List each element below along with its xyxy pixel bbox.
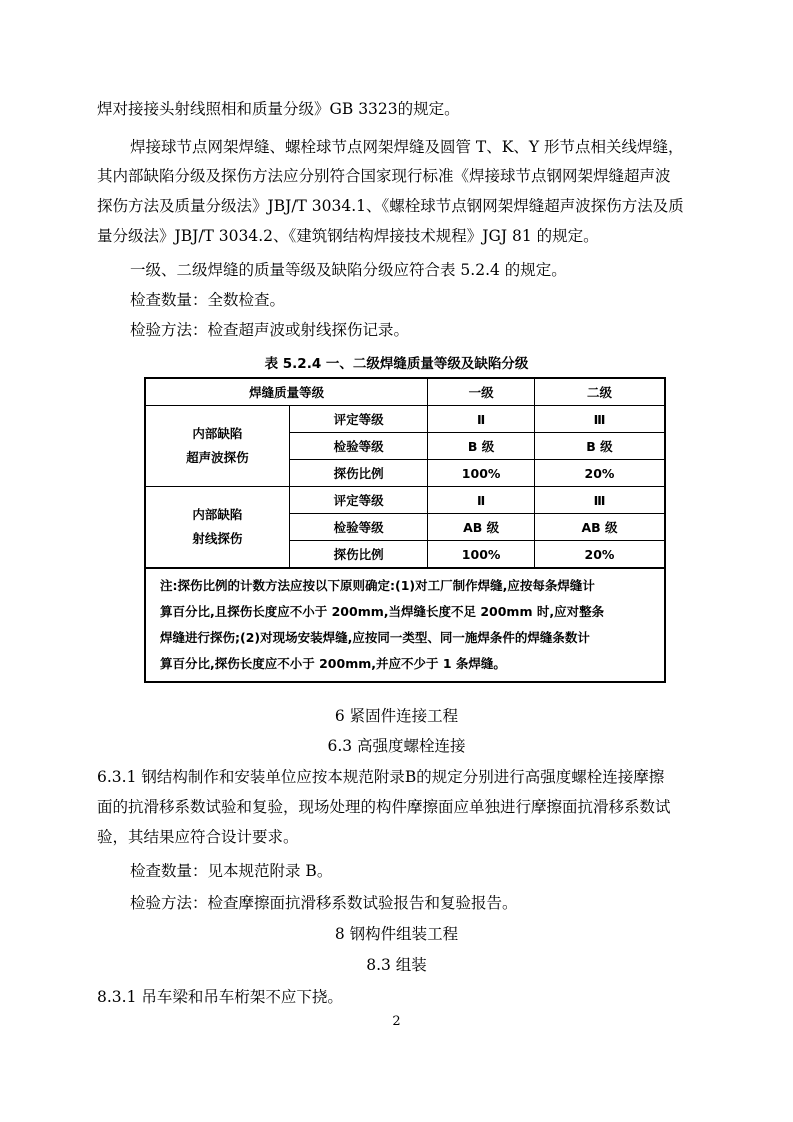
row-label: 评定等级 <box>289 487 427 514</box>
cell-grade-one: B 级 <box>428 433 535 460</box>
table-row <box>145 487 665 514</box>
para2-line2: 其内部缺陷分级及探伤方法应分别符合国家现行标准《焊接球节点钢网架焊缝超声波 <box>97 167 671 185</box>
group-ultrasonic-label <box>145 406 289 487</box>
group-label-line: 内部缺陷 <box>192 507 243 522</box>
clause-631-line3: 验，其结果应符合设计要求。 <box>97 828 299 846</box>
row-label: 检验等级 <box>289 514 427 541</box>
clause-631-line1: 6.3.1 钢结构制作和安装单位应按本规范附录B的规定分别进行高强度螺栓连接摩擦 <box>97 768 665 786</box>
section-6-title: 6 紧固件连接工程 <box>334 707 459 725</box>
table-header-row <box>145 378 665 406</box>
header-quality-grade: 焊缝质量等级 <box>145 378 428 406</box>
cell-grade-two: 20% <box>534 541 665 569</box>
row-label: 探伤比例 <box>289 460 427 487</box>
table-note-row <box>145 568 665 682</box>
section-8-title: 8 钢构件组装工程 <box>334 925 459 943</box>
cell-grade-one: Ⅱ <box>428 406 535 433</box>
para2-line3: 探伤方法及质量分级法》JBJ/T 3034.1、《螺栓球节点钢网架焊缝超声波探伤方法及质 <box>97 197 684 215</box>
group-label-line: 超声波探伤 <box>186 450 249 465</box>
check-method-1: 检验方法：检查超声波或射线探伤记录。 <box>130 321 410 339</box>
header-grade-one: 一级 <box>428 378 535 406</box>
cell-grade-two: Ⅲ <box>534 406 665 433</box>
cell-grade-two: AB 级 <box>534 514 665 541</box>
cell-grade-two: 20% <box>534 460 665 487</box>
page-number: 2 <box>392 1014 401 1029</box>
group-label-line: 内部缺陷 <box>192 426 243 441</box>
para1-line1: 焊对接接头射线照相和质量分级》GB 3323的规定。 <box>97 100 460 118</box>
cell-grade-one: 100% <box>428 460 535 487</box>
cell-grade-two: Ⅲ <box>534 487 665 514</box>
section-8-3-title: 8.3 组装 <box>366 956 427 974</box>
para3-line1: 一级、二级焊缝的质量等级及缺陷分级应符合表 5.2.4 的规定。 <box>130 261 567 279</box>
check-method-2: 检验方法：检查摩擦面抗滑移系数试验报告和复验报告。 <box>130 894 518 912</box>
clause-831-line1: 8.3.1 吊车梁和吊车桁架不应下挠。 <box>97 988 343 1006</box>
header-grade-two: 二级 <box>534 378 665 406</box>
para2-line4: 量分级法》JBJ/T 3034.2、《建筑钢结构焊接技术规程》JGJ 81 的规定。 <box>97 227 599 245</box>
cell-grade-one: 100% <box>428 541 535 569</box>
row-label: 检验等级 <box>289 433 427 460</box>
table-row <box>145 406 665 433</box>
note-line: 算百分比,探伤长度应不小于 200mm,并应不少于 1 条焊缝。 <box>160 656 506 671</box>
cell-grade-two: B 级 <box>534 433 665 460</box>
note-line: 算百分比,且探伤长度应不小于 200mm,当焊缝长度不足 200mm 时,应对整条 <box>160 604 605 619</box>
weld-quality-table <box>144 377 666 683</box>
para2-line1: 焊接球节点网架焊缝、螺栓球节点网架焊缝及圆管 T、K、Y 形节点相关线焊缝， <box>130 138 684 156</box>
table-caption: 表 5.2.4 一、二级焊缝质量等级及缺陷分级 <box>264 356 529 372</box>
table-note <box>145 568 665 682</box>
note-line: 注:探伤比例的计数方法应按以下原则确定:(1)对工厂制作焊缝,应按每条焊缝计 <box>160 578 595 593</box>
clause-631-line2: 面的抗滑移系数试验和复验，现场处理的构件摩擦面应单独进行摩擦面抗滑移系数试 <box>97 798 671 816</box>
row-label: 评定等级 <box>289 406 427 433</box>
group-radiographic-label <box>145 487 289 569</box>
check-quantity-2: 检查数量：见本规范附录 B。 <box>130 862 333 880</box>
note-line: 焊缝进行探伤;(2)对现场安装焊缝,应按同一类型、同一施焊条件的焊缝条数计 <box>160 630 590 645</box>
cell-grade-one: AB 级 <box>428 514 535 541</box>
group-label-line: 射线探伤 <box>192 531 243 546</box>
section-6-3-title: 6.3 高强度螺栓连接 <box>327 737 466 755</box>
row-label: 探伤比例 <box>289 541 427 569</box>
check-quantity-1: 检查数量：全数检查。 <box>130 291 286 309</box>
cell-grade-one: Ⅱ <box>428 487 535 514</box>
